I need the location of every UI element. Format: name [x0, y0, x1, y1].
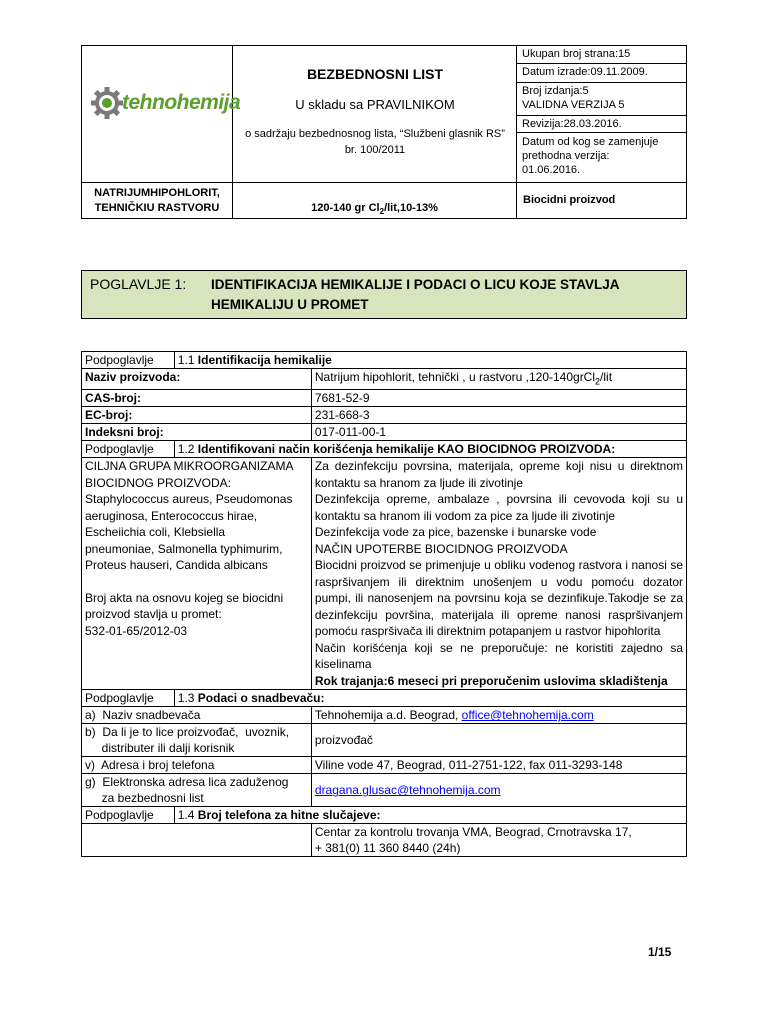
- table-row: [82, 407, 687, 424]
- subsection-title: Identifikacija hemikalije: [197, 353, 332, 367]
- chapter-title-line2: HEMIKALIJU U PROMET: [211, 297, 369, 312]
- chapter-title-line1: IDENTIFIKACIJA HEMIKALIJE I PODACI O LICU KOJE STAVLJA: [211, 277, 620, 292]
- emergency-contact: [311, 824, 686, 857]
- usage-paragraph: Za dezinfekciju povrsina, materijala, opreme koji nisu u direktnom kontaktu sa hranom za ljude ili zivotinje: [314, 459, 683, 490]
- document-header: [81, 45, 687, 219]
- left-line: Escheiichia coli, Klebsiella: [85, 525, 226, 540]
- subsection-title: Identifikovani način korišćenja hemikalije KAO BIOCIDNOG PROIZVODA:: [197, 442, 616, 457]
- left-line: aeruginosa, Enterococcus hirae,: [85, 508, 258, 523]
- ec-value: 231-668-3: [311, 407, 686, 424]
- table-row: [82, 824, 687, 857]
- product-name-line1: NATRIJUMHIPOHLORIT,: [94, 187, 220, 199]
- subsection-label: Podpoglavlje: [82, 352, 175, 369]
- left-line: Proteus hauseri, Candida albicans: [85, 558, 268, 573]
- chapter-banner: [81, 270, 687, 319]
- product-name: [82, 183, 233, 219]
- regulation-reference-line2: br. 100/2011: [344, 144, 406, 156]
- table-row: [82, 369, 687, 390]
- biocide-usage-row: [82, 458, 687, 690]
- left-line: pneumoniae, Salmonella typhimurim,: [85, 541, 283, 556]
- date-created: Datum izrade:09.11.2009.: [517, 64, 687, 83]
- subsection-number: 1.4: [177, 808, 195, 823]
- document-meta: [517, 46, 687, 182]
- emergency-line1: Centar za kontrolu trovanja VMA, Beograd, Crnotravska 17,: [314, 825, 632, 840]
- concentration-subscript: 2: [379, 207, 385, 217]
- office-email-link[interactable]: office@tehnohemija.com: [461, 708, 594, 723]
- concentration-unit: /lit,10-13%: [384, 202, 438, 214]
- cas-label: CAS-broj:: [82, 390, 312, 407]
- email-label-line1: g) Elektronska adresa lica zaduženog: [85, 775, 289, 790]
- product-name-label: Naziv proizvoda:: [82, 369, 312, 390]
- index-label: Indeksni broj:: [82, 424, 312, 441]
- valid-version: VALIDNA VERZIJA 5: [522, 99, 625, 111]
- logo-cell: [82, 46, 241, 182]
- subsection-number: 1.2: [177, 442, 195, 457]
- subsection-label: Podpoglavlje: [82, 690, 175, 707]
- left-line: Broj akta na osnovu kojeg se biocidni: [85, 590, 284, 605]
- shelf-life: Rok trajanja:6 meseci pri preporučenim uslovima skladištenja: [314, 673, 668, 688]
- ec-label: EC-broj:: [82, 407, 312, 424]
- title-cell: [233, 46, 517, 182]
- left-line: proizvod stavlja u promet:: [85, 607, 222, 622]
- replacement-line2: prethodna verzija:: [522, 150, 610, 162]
- left-line: CILJNA GRUPA MIKROORGANIZAMA: [85, 459, 294, 474]
- left-line: Staphylococcus aureus, Pseudomonas: [85, 492, 293, 507]
- total-pages: Ukupan broj strana:15: [517, 46, 687, 64]
- product-concentration: [233, 183, 517, 219]
- supplier-name-text: Tehnohemija a.d. Beograd,: [314, 708, 462, 723]
- table-row: [82, 724, 687, 757]
- address-label: v) Adresa i broj telefona: [82, 757, 312, 774]
- chapter-label: POGLAVLJE 1:: [90, 276, 187, 292]
- concentration-text: 120-140 gr Cl: [311, 202, 380, 214]
- product-name-line2: TEHNIČKIU RASTVORU: [94, 202, 220, 214]
- left-line: 532-01-65/2012-03: [85, 623, 188, 638]
- subsection-title-cell: [174, 807, 686, 824]
- product-type: Biocidni proizvod: [523, 194, 616, 206]
- role-label: [82, 724, 312, 757]
- document-title: BEZBEDNOSNI LIST: [306, 66, 444, 82]
- subsection-title-cell: [174, 352, 686, 369]
- table-row: [82, 757, 687, 774]
- product-name-text: Natrijum hipohlorit, tehnički , u rastvoru ,120-140grCl: [314, 370, 596, 384]
- table-row: [82, 424, 687, 441]
- email-label: [82, 774, 312, 807]
- product-name-value: [311, 369, 686, 390]
- subsection-title-cell: [174, 441, 686, 458]
- revision-date: Revizija:28.03.2016.: [517, 116, 687, 133]
- replacement-line3: 01.06.2016.: [522, 164, 581, 176]
- issue-block: [517, 83, 687, 116]
- usage-paragraph: Dezinfekcija vode za pice, bazenske i bunarske vode: [314, 525, 597, 540]
- cas-value: 7681-52-9: [311, 390, 686, 407]
- chapter-title: [211, 275, 620, 315]
- subsection-title: Podaci o snadbevaču:: [197, 691, 325, 706]
- email-value: [311, 774, 686, 807]
- left-line: BIOCIDNOG PROIZVODA:: [85, 475, 232, 490]
- regulation-reference-line1: o sadržaju bezbednosnog lista, “Službeni glasnik RS”: [245, 128, 505, 140]
- subsection-number: 1.1: [177, 353, 195, 367]
- usage-heading: NAČIN UPOTERBE BIOCIDNOG PROIZVODA: [314, 541, 568, 556]
- table-row: [82, 390, 687, 407]
- product-name-subscript: 2: [595, 376, 601, 387]
- usage-paragraph: Biocidni proizvod se primenjuje u obliku vodenog rastvora i nanosi se raspršivanjem ili direktnim unošenjem u vodu pomoću dozator pumpi, ili nanosenjem na povrsinu koja se dezinfikuje.Takodje se za dezinfekciju površina, materijala ili opreme nanosi raspršivanjem pomoću raspršivača ili direktnim potapanjem u rastvor hipohlorita: [314, 558, 683, 639]
- gear-logo-icon: [90, 86, 124, 120]
- index-value: 017-011-00-1: [311, 424, 686, 441]
- target-organisms-cell: [82, 458, 312, 690]
- subsection-number: 1.3: [177, 691, 195, 706]
- section-1-table: [81, 351, 687, 857]
- subsection-header-1-4: [82, 807, 687, 824]
- address-value: Viline vode 47, Beograd, 011-2751-122, fax 011-3293-148: [311, 757, 686, 774]
- replacement-info: [517, 133, 687, 182]
- table-row: [82, 707, 687, 724]
- spacer: [85, 574, 308, 590]
- supplier-name-value: [311, 707, 686, 724]
- replacement-line1: Datum od kog se zamenjuje: [522, 136, 659, 148]
- subsection-header-1-2: [82, 441, 687, 458]
- issue-number: Broj izdanja:5: [522, 85, 589, 97]
- product-name-unit: /lit: [600, 370, 613, 384]
- subsection-header-1-1: [82, 352, 687, 369]
- supplier-name-label: a) Naziv snadbevača: [82, 707, 312, 724]
- role-value: proizvođač: [311, 724, 686, 757]
- subsection-title-cell: [174, 690, 686, 707]
- subsection-title: Broj telefona za hitne slučajeve:: [197, 808, 381, 823]
- table-row: [82, 774, 687, 807]
- usage-paragraph: Način korišćenja koji se ne preporučuje: ne koristiti zajedno sa kiselinama: [314, 640, 683, 672]
- subsection-label: Podpoglavlje: [82, 807, 175, 824]
- empty-cell: [82, 824, 312, 857]
- page-number: 1/15: [648, 945, 672, 959]
- role-label-line2: distributer ili dalji korisnik: [85, 741, 235, 756]
- subsection-label: Podpoglavlje: [82, 441, 175, 458]
- emergency-line2: + 381(0) 11 360 8440 (24h): [314, 841, 461, 856]
- logo-text: tehnohemija: [122, 91, 241, 114]
- usage-description-cell: [311, 458, 686, 690]
- subsection-header-1-3: [82, 690, 687, 707]
- usage-paragraph: Dezinfekcija opreme, ambalaze , povrsina ili cevovoda koji su u kontaktu sa hranom ili vodom za pice za ljude ili zivotinje: [314, 492, 683, 523]
- product-row: [82, 182, 686, 219]
- document-subtitle: U skladu sa PRAVILNIKOM: [295, 97, 455, 112]
- email-label-line2: za bezbednosni list: [85, 791, 204, 806]
- responsible-email-link[interactable]: dragana.glusac@tehnohemija.com: [314, 783, 501, 798]
- role-label-line1: b) Da li je to lice proizvođač, uvoznik,: [85, 725, 290, 740]
